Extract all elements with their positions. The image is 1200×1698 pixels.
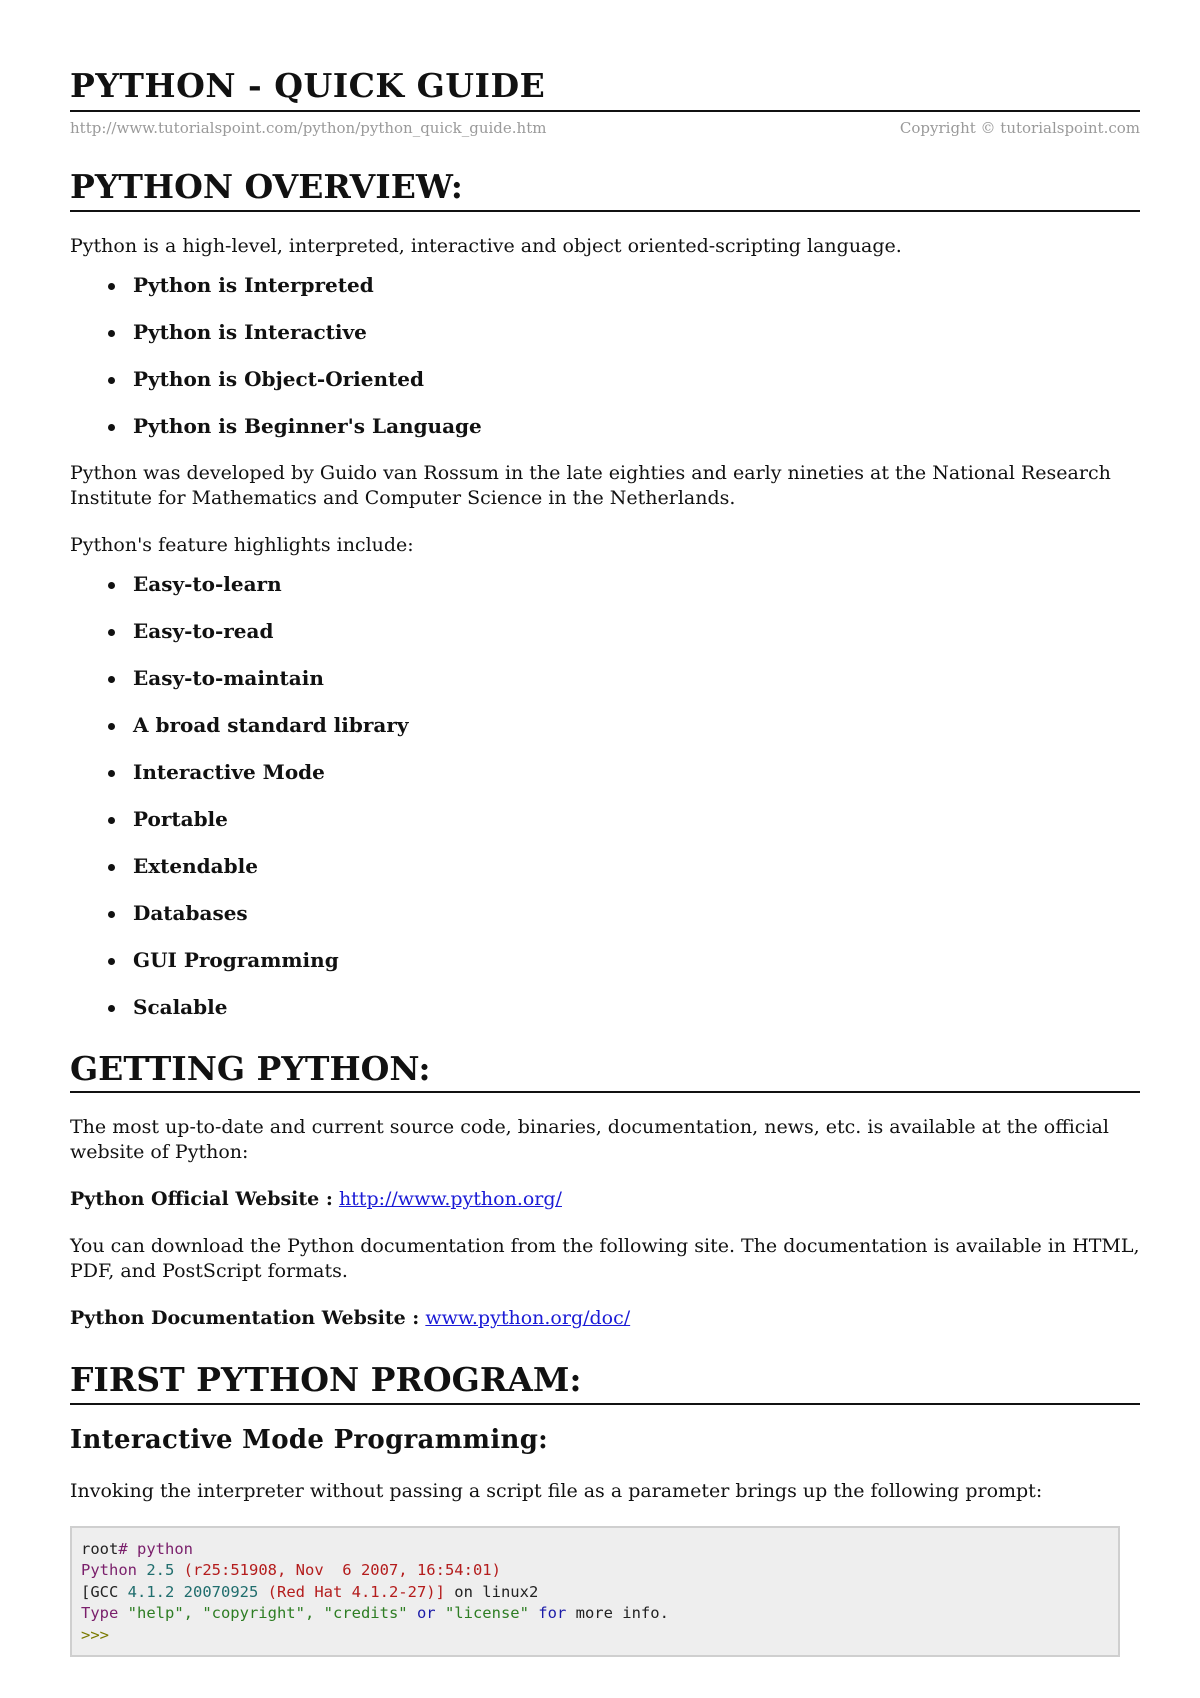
code-token: Python: [81, 1561, 137, 1580]
code-token: 2.5: [137, 1561, 184, 1580]
code-token: [GCC: [81, 1582, 128, 1601]
code-token: "license": [435, 1604, 539, 1623]
doc-website-link[interactable]: www.python.org/doc/: [425, 1307, 631, 1330]
official-website-line: [70, 1187, 1140, 1212]
code-token: (Red Hat 4.1.2-27)]: [267, 1582, 445, 1601]
list-item: Portable: [108, 807, 1140, 832]
features-list: [70, 572, 1140, 1020]
doc-intro: You can download the Python documentation from the following site. The documentation is available in HTML, PDF, and PostScript formats.: [70, 1235, 1140, 1283]
code-token: (r25:51908, Nov 6 2007, 16:54:01): [183, 1561, 501, 1580]
overview-intro: Python is a high-level, interpreted, interactive and object oriented-scripting language.: [70, 234, 902, 257]
list-item: GUI Programming: [108, 948, 1140, 973]
list-item: Extendable: [108, 854, 1140, 879]
code-token: on linux2: [444, 1582, 539, 1601]
list-item: Interactive Mode: [108, 760, 1140, 785]
getting-intro: The most up-to-date and current source code, binaries, documentation, news, etc. is available at the official website of Python:: [70, 1116, 1109, 1164]
code-token: # python: [118, 1539, 193, 1558]
list-item: Scalable: [108, 995, 1140, 1020]
features-intro: Python's feature highlights include:: [70, 533, 414, 556]
list-item: Python is Interactive: [108, 320, 1140, 345]
code-prompt: >>>: [81, 1625, 109, 1644]
section-heading-getting: GETTING PYTHON:: [70, 1050, 1140, 1094]
code-token: Type: [81, 1604, 119, 1623]
document-body: [70, 66, 1140, 1657]
list-item: A broad standard library: [108, 713, 1140, 738]
source-url: http://www.tutorialspoint.com/python/python_quick_guide.htm: [70, 118, 547, 137]
code-token: "help", "copyright", "credits": [118, 1604, 417, 1623]
code-token: or: [416, 1604, 436, 1623]
list-item: Easy-to-read: [108, 619, 1140, 644]
section-heading-overview: PYTHON OVERVIEW:: [70, 168, 1140, 212]
list-item: Python is Object-Oriented: [108, 367, 1140, 392]
page-meta: [70, 118, 1140, 138]
page-title: PYTHON - QUICK GUIDE: [70, 66, 1140, 112]
traits-list: [70, 273, 1140, 439]
code-token: for: [538, 1604, 567, 1623]
official-website-label: Python Official Website :: [70, 1188, 333, 1211]
list-item: Easy-to-maintain: [108, 666, 1140, 691]
list-item: Databases: [108, 901, 1140, 926]
overview-history: Python was developed by Guido van Rossum in the late eighties and early nineties at the National Research Institute for Mathematics and Computer Science in the Netherlands.: [70, 461, 1111, 509]
code-block: [70, 1526, 1120, 1658]
subheading-interactive-mode: Interactive Mode Programming:: [70, 1425, 549, 1456]
doc-website-label: Python Documentation Website :: [70, 1307, 420, 1330]
copyright-notice: Copyright © tutorialspoint.com: [899, 118, 1140, 137]
code-token: 4.1.2 20070925: [127, 1582, 268, 1601]
section-heading-first-program: FIRST PYTHON PROGRAM:: [70, 1361, 1140, 1405]
list-item: Easy-to-learn: [108, 572, 1140, 597]
code-token: more info.: [566, 1604, 669, 1623]
code-token: root: [81, 1539, 119, 1558]
list-item: Python is Beginner's Language: [108, 414, 1140, 439]
list-item: Python is Interpreted: [108, 273, 1140, 298]
official-website-link[interactable]: http://www.python.org/: [338, 1188, 562, 1211]
interactive-intro: Invoking the interpreter without passing a script file as a parameter brings up the following prompt:: [70, 1479, 1043, 1502]
doc-website-line: [70, 1306, 1140, 1331]
